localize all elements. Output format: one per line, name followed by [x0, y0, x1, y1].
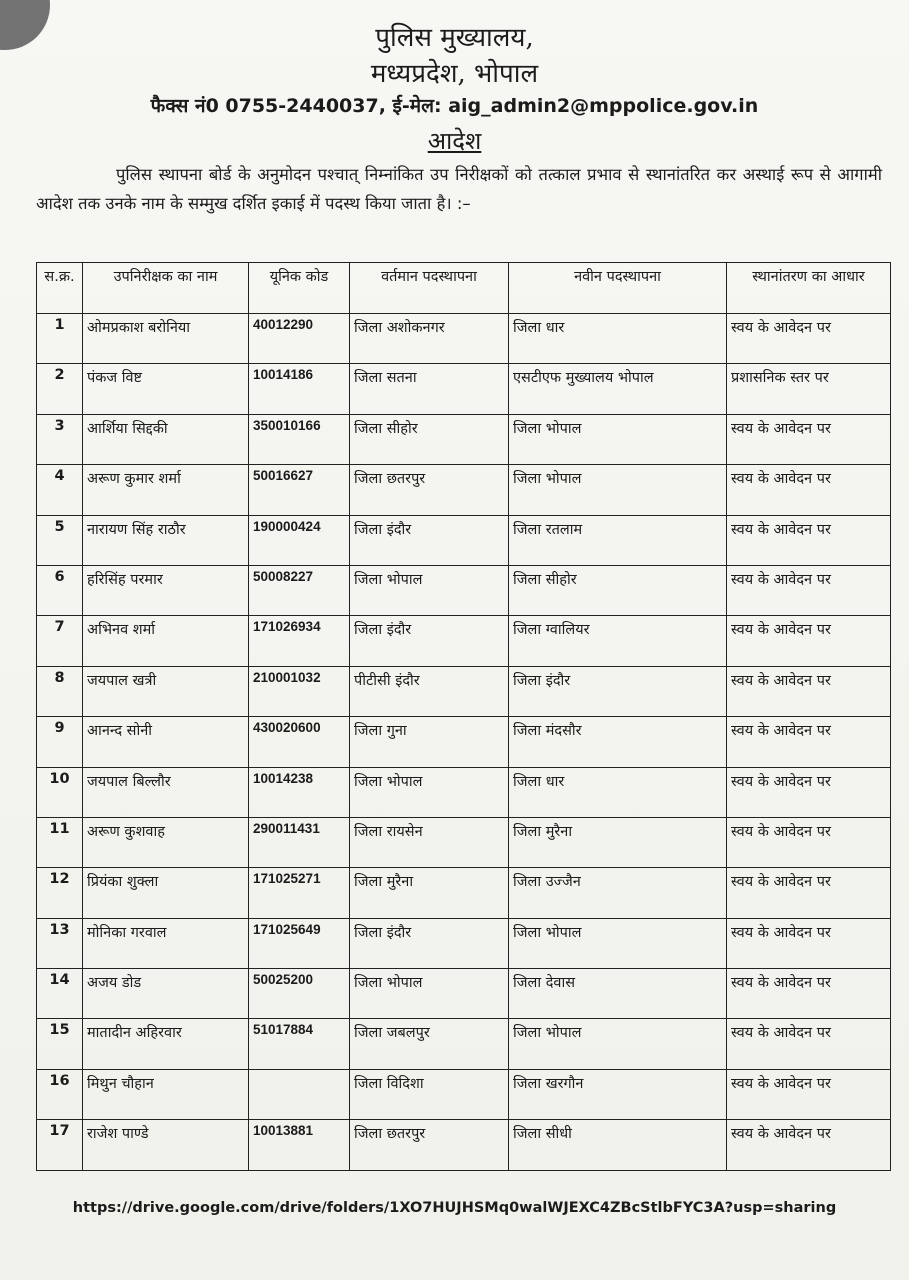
cell-new-posting: जिला धार — [509, 767, 727, 817]
cell-sr: 12 — [37, 868, 83, 918]
cell-transfer-basis: स्वय के आवेदन पर — [727, 666, 891, 716]
cell-new-posting: जिला देवास — [509, 969, 727, 1019]
office-location: मध्यप्रदेश, भोपाल — [370, 59, 539, 89]
cell-sr: 3 — [37, 414, 83, 464]
cell-code: 430020600 — [249, 717, 350, 767]
cell-name: मिथुन चौहान — [83, 1069, 249, 1119]
cell-name: आर्शिया सिद्दकी — [83, 414, 249, 464]
cell-new-posting: जिला ग्वालियर — [509, 616, 727, 666]
cell-name: जयपाल बिल्लौर — [83, 767, 249, 817]
header-code: यूनिक कोड — [249, 263, 350, 314]
cell-transfer-basis: स्वय के आवेदन पर — [727, 616, 891, 666]
contact-line: फैक्स नं0 0755-2440037, ई-मेल: aig_admin2@mppolice.gov.in — [150, 95, 759, 117]
cell-code: 350010166 — [249, 414, 350, 464]
cell-sr: 13 — [37, 918, 83, 968]
order-title — [0, 124, 909, 157]
cell-new-posting: जिला सीहोर — [509, 565, 727, 615]
cell-new-posting: जिला धार — [509, 314, 727, 364]
cell-code: 50008227 — [249, 565, 350, 615]
cell-current-posting: जिला इंदौर — [350, 918, 509, 968]
cell-name: अरूण कुमार शर्मा — [83, 465, 249, 515]
cell-name: आनन्द सोनी — [83, 717, 249, 767]
order-body — [36, 160, 882, 218]
cell-current-posting: जिला भोपाल — [350, 969, 509, 1019]
cell-transfer-basis: स्वय के आवेदन पर — [727, 817, 891, 867]
cell-current-posting: जिला विदिशा — [350, 1069, 509, 1119]
cell-sr: 15 — [37, 1019, 83, 1069]
cell-current-posting: जिला छतरपुर — [350, 1120, 509, 1170]
header-current-posting: वर्तमान पदस्थापना — [350, 263, 509, 314]
cell-sr: 11 — [37, 817, 83, 867]
cell-new-posting: जिला मुरैना — [509, 817, 727, 867]
cell-name: मोनिका गरवाल — [83, 918, 249, 968]
cell-code: 10013881 — [249, 1120, 350, 1170]
drive-link[interactable]: https://drive.google.com/drive/folders/1XO7HUJHSMq0walWJEXC4ZBcStlbFYC3A?usp=sharing — [72, 1200, 837, 1216]
cell-current-posting: जिला इंदौर — [350, 515, 509, 565]
cell-sr: 17 — [37, 1120, 83, 1170]
cell-code: 171026934 — [249, 616, 350, 666]
cell-new-posting: एसटीएफ मुख्यालय भोपाल — [509, 364, 727, 414]
cell-name: प्रियंका शुक्ला — [83, 868, 249, 918]
cell-code: 171025649 — [249, 918, 350, 968]
table-header-row — [37, 263, 891, 314]
cell-current-posting: जिला रायसेन — [350, 817, 509, 867]
cell-transfer-basis: स्वय के आवेदन पर — [727, 918, 891, 968]
cell-transfer-basis: स्वय के आवेदन पर — [727, 1069, 891, 1119]
cell-code: 51017884 — [249, 1019, 350, 1069]
cell-sr: 2 — [37, 364, 83, 414]
cell-new-posting: जिला रतलाम — [509, 515, 727, 565]
cell-name: नारायण सिंह राठौर — [83, 515, 249, 565]
cell-code: 50025200 — [249, 969, 350, 1019]
cell-current-posting: पीटीसी इंदौर — [350, 666, 509, 716]
cell-sr: 8 — [37, 666, 83, 716]
table-row — [37, 515, 891, 565]
cell-code — [249, 1069, 350, 1119]
table-row — [37, 717, 891, 767]
cell-new-posting: जिला सीधी — [509, 1120, 727, 1170]
cell-name: अरूण कुशवाह — [83, 817, 249, 867]
cell-transfer-basis: स्वय के आवेदन पर — [727, 1120, 891, 1170]
order-title-text: आदेश — [427, 127, 482, 155]
cell-current-posting: जिला छतरपुर — [350, 465, 509, 515]
cell-current-posting: जिला भोपाल — [350, 565, 509, 615]
cell-current-posting: जिला भोपाल — [350, 767, 509, 817]
table-row — [37, 1019, 891, 1069]
cell-name: हरिसिंह परमार — [83, 565, 249, 615]
cell-sr: 14 — [37, 969, 83, 1019]
cell-code: 210001032 — [249, 666, 350, 716]
table-row — [37, 868, 891, 918]
cell-current-posting: जिला जबलपुर — [350, 1019, 509, 1069]
table-row — [37, 666, 891, 716]
cell-sr: 5 — [37, 515, 83, 565]
cell-transfer-basis: स्वय के आवेदन पर — [727, 767, 891, 817]
cell-sr: 10 — [37, 767, 83, 817]
cell-code: 40012290 — [249, 314, 350, 364]
table-row — [37, 817, 891, 867]
header-new-posting: नवीन पदस्थापना — [509, 263, 727, 314]
table-row — [37, 314, 891, 364]
cell-transfer-basis: स्वय के आवेदन पर — [727, 565, 891, 615]
cell-name: जयपाल खत्री — [83, 666, 249, 716]
cell-transfer-basis: स्वय के आवेदन पर — [727, 515, 891, 565]
cell-sr: 1 — [37, 314, 83, 364]
cell-name: पंकज विष्ट — [83, 364, 249, 414]
cell-new-posting: जिला भोपाल — [509, 465, 727, 515]
cell-current-posting: जिला सतना — [350, 364, 509, 414]
cell-transfer-basis: स्वय के आवेदन पर — [727, 969, 891, 1019]
cell-sr: 6 — [37, 565, 83, 615]
cell-new-posting: जिला उज्जैन — [509, 868, 727, 918]
cell-transfer-basis: स्वय के आवेदन पर — [727, 314, 891, 364]
cell-sr: 7 — [37, 616, 83, 666]
cell-code: 10014238 — [249, 767, 350, 817]
table-row — [37, 465, 891, 515]
header-name: उपनिरीक्षक का नाम — [83, 263, 249, 314]
cell-name: अभिनव शर्मा — [83, 616, 249, 666]
cell-transfer-basis: स्वय के आवेदन पर — [727, 1019, 891, 1069]
table-row — [37, 767, 891, 817]
cell-code: 190000424 — [249, 515, 350, 565]
office-name: पुलिस मुख्यालय, — [375, 23, 534, 53]
cell-transfer-basis: स्वय के आवेदन पर — [727, 717, 891, 767]
cell-code: 50016627 — [249, 465, 350, 515]
cell-name: अजय डोड — [83, 969, 249, 1019]
cell-transfer-basis: स्वय के आवेदन पर — [727, 414, 891, 464]
cell-name: राजेश पाण्डे — [83, 1120, 249, 1170]
cell-current-posting: जिला मुरैना — [350, 868, 509, 918]
table-row — [37, 1120, 891, 1170]
cell-code: 290011431 — [249, 817, 350, 867]
cell-new-posting: जिला भोपाल — [509, 918, 727, 968]
table-row — [37, 918, 891, 968]
header-transfer-basis: स्थानांतरण का आधार — [727, 263, 891, 314]
cell-sr: 9 — [37, 717, 83, 767]
transfer-table — [36, 262, 891, 1171]
cell-new-posting: जिला भोपाल — [509, 1019, 727, 1069]
cell-sr: 16 — [37, 1069, 83, 1119]
table-row — [37, 414, 891, 464]
cell-new-posting: जिला इंदौर — [509, 666, 727, 716]
table-row — [37, 565, 891, 615]
table-row — [37, 1069, 891, 1119]
table-row — [37, 364, 891, 414]
cell-current-posting: जिला गुना — [350, 717, 509, 767]
cell-transfer-basis: स्वय के आवेदन पर — [727, 868, 891, 918]
cell-new-posting: जिला खरगौन — [509, 1069, 727, 1119]
cell-transfer-basis: प्रशासनिक स्तर पर — [727, 364, 891, 414]
table-row — [37, 969, 891, 1019]
cell-transfer-basis: स्वय के आवेदन पर — [727, 465, 891, 515]
cell-new-posting: जिला मंदसौर — [509, 717, 727, 767]
table-row — [37, 616, 891, 666]
cell-code: 10014186 — [249, 364, 350, 414]
cell-name: मातादीन अहिरवार — [83, 1019, 249, 1069]
cell-sr: 4 — [37, 465, 83, 515]
header-sr: स.क्र. — [37, 263, 83, 314]
cell-current-posting: जिला सीहोर — [350, 414, 509, 464]
cell-name: ओमप्रकाश बरोनिया — [83, 314, 249, 364]
cell-new-posting: जिला भोपाल — [509, 414, 727, 464]
cell-current-posting: जिला इंदौर — [350, 616, 509, 666]
order-body-text: पुलिस स्थापना बोर्ड के अनुमोदन पश्चात् निम्नांकित उप निरीक्षकों को तत्काल प्रभाव से स्थानांतरित कर अस्थाई रूप से आगामी आदेश तक उनके नाम के सम्मुख दर्शित इकाई में पदस्थ किया जाता है। :– — [36, 165, 882, 213]
cell-code: 171025271 — [249, 868, 350, 918]
cell-current-posting: जिला अशोकनगर — [350, 314, 509, 364]
